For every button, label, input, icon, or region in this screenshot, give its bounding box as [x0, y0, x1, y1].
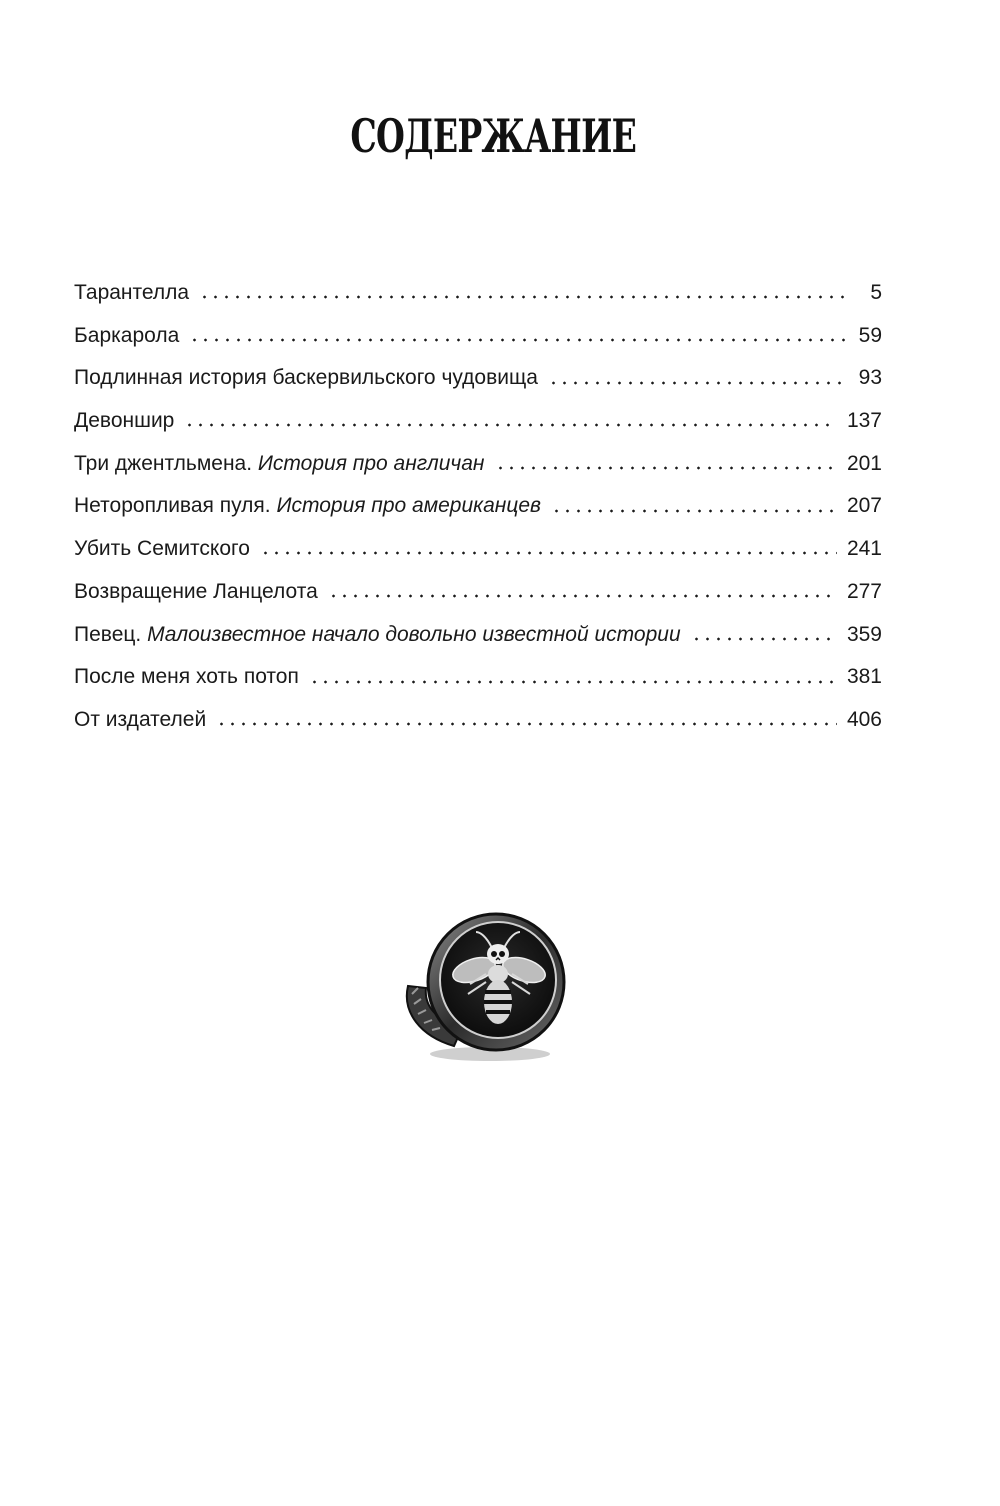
toc-entry-text [74, 614, 681, 657]
toc-entry-title: Три джентльмена. [74, 451, 258, 475]
toc-entry-text [74, 443, 485, 486]
dot-leader [199, 293, 852, 301]
toc-entry [74, 571, 882, 614]
toc-entry-title: Возвращение Ланцелота [74, 579, 318, 603]
dot-leader [216, 720, 837, 728]
toc-entry-subtitle: Малоизвестное начало довольно известной истории [147, 622, 681, 646]
toc-page-number: 93 [858, 366, 882, 390]
toc-entry-text [74, 272, 189, 315]
toc-entry-text [74, 571, 318, 614]
toc-entry [74, 315, 882, 358]
toc-entry-text [74, 656, 299, 699]
toc-page-number: 59 [858, 323, 882, 347]
dot-leader [260, 549, 837, 557]
toc-entry [74, 400, 882, 443]
toc-entry [74, 272, 882, 315]
toc-entry [74, 614, 882, 657]
dot-leader [328, 592, 837, 600]
dot-leader [551, 507, 837, 515]
toc-entry-text [74, 400, 174, 443]
toc-entry-title: После меня хоть потоп [74, 665, 299, 689]
dot-leader [184, 421, 837, 429]
dot-leader [691, 635, 837, 643]
toc-page-number: 207 [846, 494, 882, 518]
toc-entry-title: Неторопливая пуля. [74, 494, 277, 518]
toc-page-number: 5 [870, 281, 882, 304]
toc-entry-title: Певец. [74, 622, 148, 646]
toc-entry-title: Тарантелла [74, 281, 190, 304]
toc-entry [74, 443, 882, 486]
toc-entry-title: Девоншир [74, 409, 175, 433]
toc-entry [74, 656, 882, 699]
toc-entry-subtitle: История про англичан [257, 451, 485, 475]
toc-entry [74, 357, 882, 400]
dot-leader [309, 678, 837, 686]
toc-entry-title: Убить Семитского [74, 537, 250, 561]
dot-leader [548, 379, 849, 387]
toc-entry-title: От издателей [74, 707, 207, 731]
toc-page-number: 137 [846, 409, 882, 433]
toc-entry-text [74, 699, 206, 742]
bee-skull-signet-ring-icon [400, 908, 570, 1068]
toc-entry-title: Подлинная история баскервильского чудовища [74, 366, 538, 390]
toc-page-number: 201 [846, 451, 882, 475]
toc-page-number: 381 [846, 665, 882, 689]
toc-page-number: 406 [846, 707, 882, 731]
toc-entry [74, 485, 882, 528]
table-of-contents [74, 272, 882, 742]
toc-page-number: 359 [846, 622, 882, 646]
toc-entry-title: Баркарола [74, 323, 180, 347]
page-title: СОДЕРЖАНИЕ [350, 108, 637, 163]
toc-entry [74, 528, 882, 571]
toc-entry [74, 699, 882, 742]
toc-entry-text [74, 485, 541, 528]
toc-page-number: 277 [846, 579, 882, 603]
toc-entry-text [74, 528, 250, 571]
toc-page-number: 241 [846, 537, 882, 561]
toc-entry-text [74, 315, 179, 358]
dot-leader [495, 464, 837, 472]
toc-entry-subtitle: История про американцев [276, 494, 541, 518]
toc-entry-text [74, 357, 538, 400]
dot-leader [189, 336, 848, 344]
